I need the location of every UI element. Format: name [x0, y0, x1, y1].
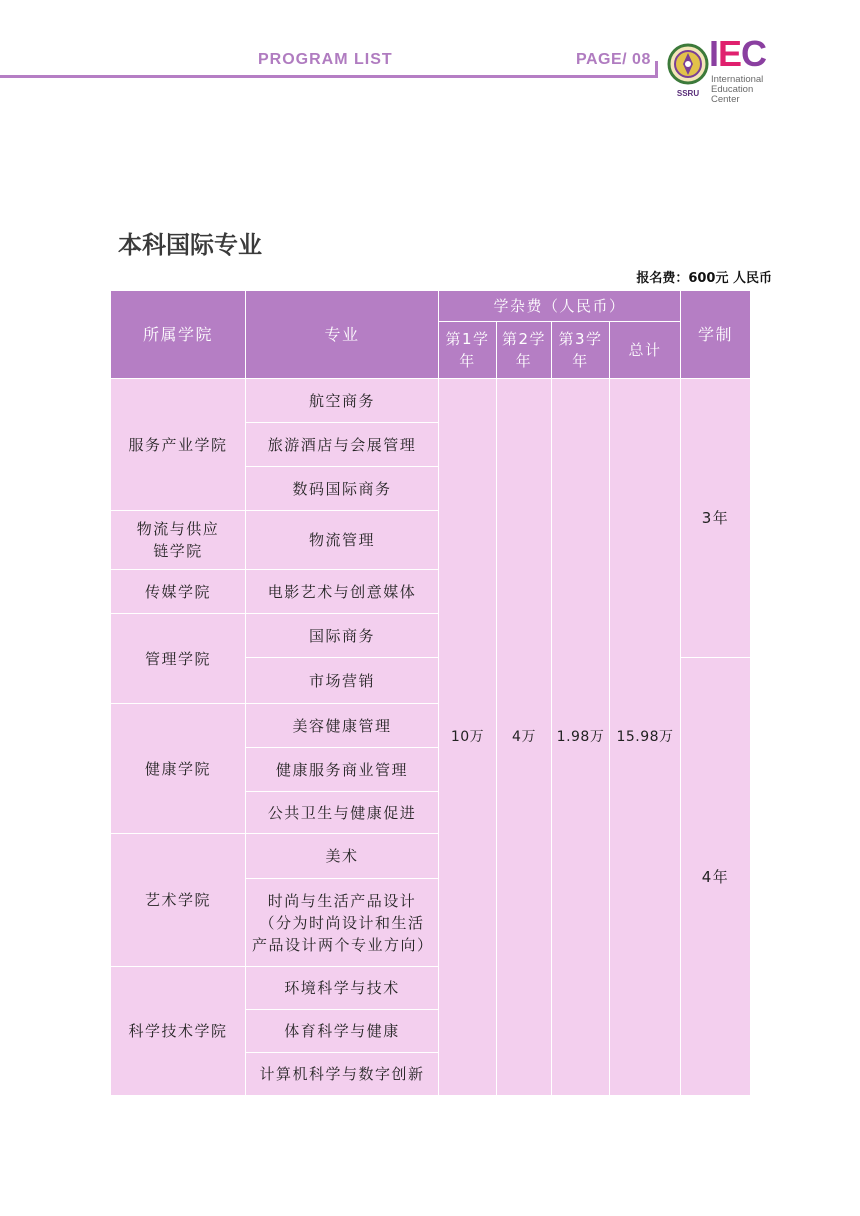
major-cell: 美术 [246, 834, 439, 879]
major-cell: 国际商务 [246, 614, 439, 658]
fee-year1-cell: 10万 [439, 379, 497, 1096]
fee-year3-cell: 1.98万 [552, 379, 610, 1096]
major-cell: 物流管理 [246, 511, 439, 570]
major-cell: 数码国际商务 [246, 467, 439, 511]
faculty-cell: 科学技术学院 [111, 967, 246, 1096]
major-cell: 计算机科学与数字创新 [246, 1053, 439, 1096]
major-cell: 旅游酒店与会展管理 [246, 423, 439, 467]
major-cell: 健康服务商业管理 [246, 748, 439, 792]
col-header-tuition: 学杂费（人民币） [439, 291, 681, 322]
duration-cell-4-years: 4年 [681, 658, 751, 1096]
program-table [110, 290, 751, 1096]
major-cell: 时尚与生活产品设计（分为时尚设计和生活产品设计两个专业方向） [246, 879, 439, 967]
header-divider [0, 75, 655, 78]
col-header-major: 专业 [246, 291, 439, 379]
iec-logo: IEC [709, 33, 767, 74]
fee-year2-cell: 4万 [497, 379, 552, 1096]
faculty-cell: 健康学院 [111, 704, 246, 834]
major-cell: 美容健康管理 [246, 704, 439, 748]
page-title: 本科国际专业 [118, 231, 262, 259]
faculty-cell: 服务产业学院 [111, 379, 246, 511]
major-cell: 体育科学与健康 [246, 1010, 439, 1053]
iec-logo-subtitle: International Education Center [711, 74, 764, 105]
fee-total-cell: 15.98万 [610, 379, 681, 1096]
major-cell: 电影艺术与创意媒体 [246, 570, 439, 614]
faculty-cell: 物流与供应链学院 [111, 511, 246, 570]
col-header-year3: 第3学年 [552, 322, 610, 379]
duration-cell-3-years: 3年 [681, 379, 751, 658]
faculty-cell: 艺术学院 [111, 834, 246, 967]
major-cell: 环境科学与技术 [246, 967, 439, 1010]
col-header-year1: 第1学年 [439, 322, 497, 379]
major-cell: 航空商务 [246, 379, 439, 423]
major-cell: 市场营销 [246, 658, 439, 704]
col-header-faculty: 所属学院 [111, 291, 246, 379]
faculty-cell: 传媒学院 [111, 570, 246, 614]
header-divider-tick [655, 61, 658, 78]
application-fee-note: 报名费：600元 人民币 [636, 271, 772, 286]
page-number: PAGE/ 08 [576, 51, 651, 68]
col-header-duration: 学制 [681, 291, 751, 379]
header-section-label: PROGRAM LIST [258, 51, 393, 68]
major-cell: 公共卫生与健康促进 [246, 792, 439, 834]
university-seal-icon [667, 40, 709, 100]
col-header-total: 总计 [610, 322, 681, 379]
col-header-year2: 第2学年 [497, 322, 552, 379]
faculty-cell: 管理学院 [111, 614, 246, 704]
seal-label: SSRU [676, 89, 700, 98]
